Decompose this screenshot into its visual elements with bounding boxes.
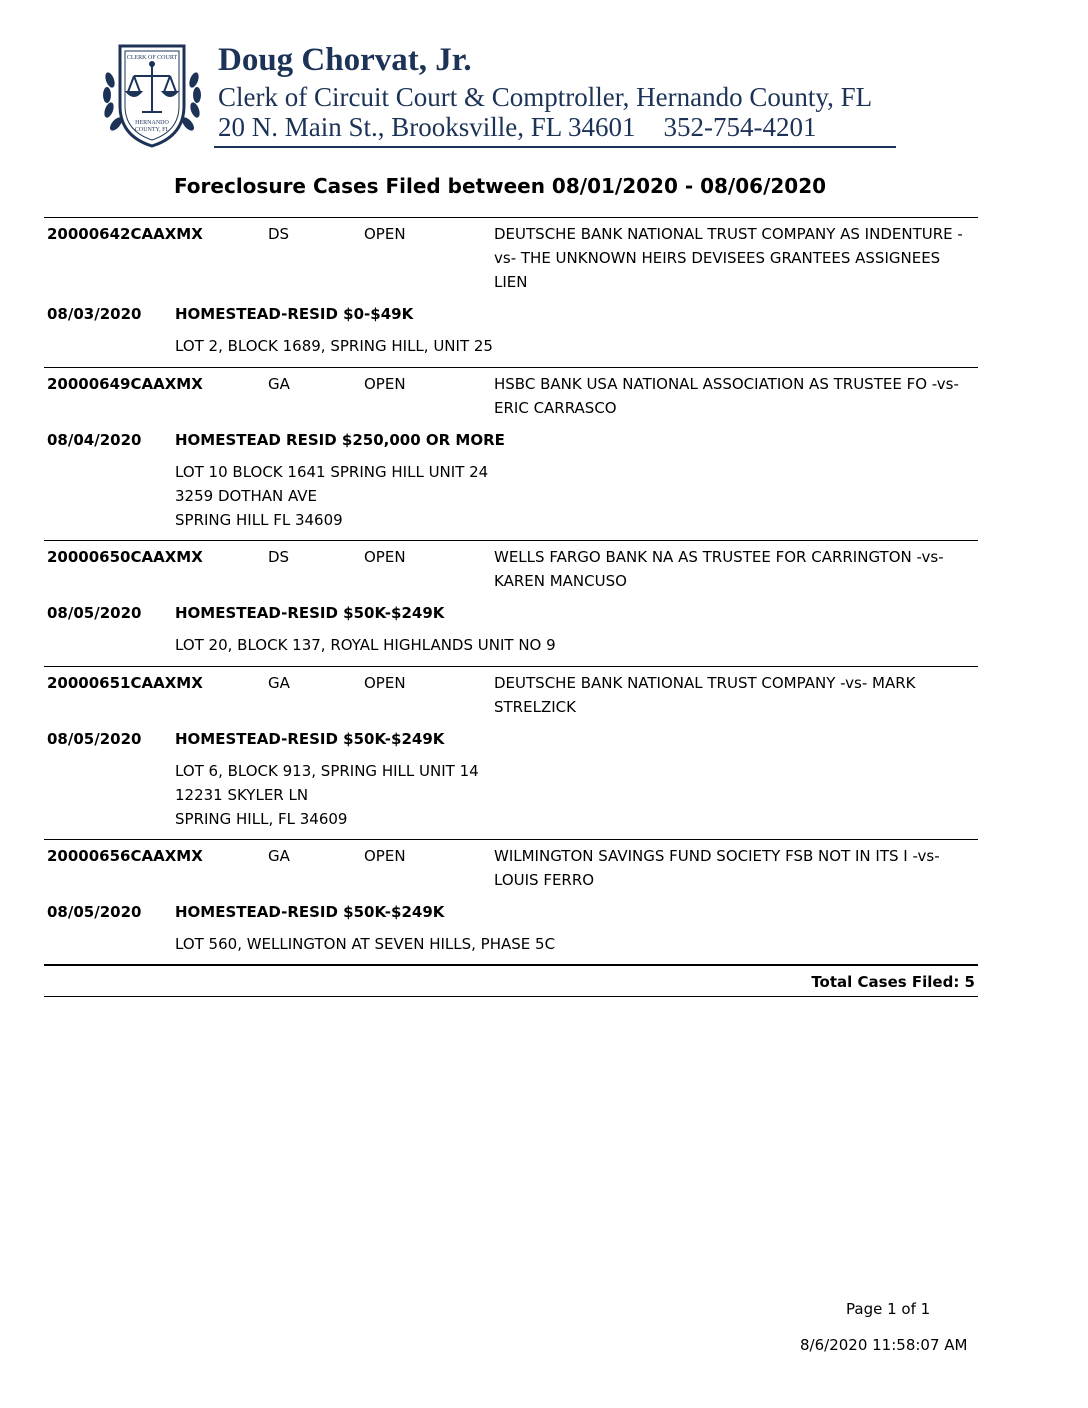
totals-divider-bottom: [44, 996, 978, 997]
case-parties: HSBC BANK USA NATIONAL ASSOCIATION AS TRUSTEE FO -vs- ERIC CARRASCO: [494, 375, 959, 417]
case-number: 20000651CAAXMX: [47, 674, 203, 692]
case-type: HOMESTEAD-RESID $50K-$249K: [175, 903, 445, 921]
clerk-phone: 352-754-4201: [663, 112, 817, 142]
case-parties: WELLS FARGO BANK NA AS TRUSTEE FOR CARRINGTON -vs- KAREN MANCUSO: [494, 548, 944, 590]
svg-text:HERNANDO: HERNANDO: [135, 120, 169, 126]
case-judge: DS: [268, 225, 290, 243]
svg-text:CLERK OF COURT: CLERK OF COURT: [126, 55, 178, 61]
case-number: 20000656CAAXMX: [47, 847, 203, 865]
case-judge: GA: [268, 375, 290, 393]
case-divider: [44, 540, 978, 541]
case-divider: [44, 666, 978, 667]
case-legal-description: LOT 20, BLOCK 137, ROYAL HIGHLANDS UNIT NO 9: [175, 636, 556, 654]
case-divider: [44, 217, 978, 218]
page-number: Page 1 of 1: [846, 1300, 931, 1318]
total-cases-filed: Total Cases Filed: 5: [811, 973, 975, 991]
case-number: 20000642CAAXMX: [47, 225, 203, 243]
printed-timestamp: 8/6/2020 11:58:07 AM: [800, 1336, 968, 1354]
case-status: OPEN: [364, 375, 406, 393]
case-parties: DEUTSCHE BANK NATIONAL TRUST COMPANY AS INDENTURE -vs- THE UNKNOWN HEIRS DEVISEES GRANTEES ASSIGNEES LIEN: [494, 225, 963, 291]
case-filed-date: 08/05/2020: [47, 604, 142, 622]
case-legal-description: LOT 560, WELLINGTON AT SEVEN HILLS, PHASE 5C: [175, 935, 556, 953]
case-parties: WILMINGTON SAVINGS FUND SOCIETY FSB NOT IN ITS I -vs- LOUIS FERRO: [494, 847, 940, 889]
case-divider: [44, 367, 978, 368]
case-legal-description: 3259 DOTHAN AVE: [175, 487, 318, 505]
case-type: HOMESTEAD-RESID $50K-$249K: [175, 730, 445, 748]
case-judge: GA: [268, 847, 290, 865]
case-filed-date: 08/05/2020: [47, 730, 142, 748]
case-number: 20000650CAAXMX: [47, 548, 203, 566]
report-title: Foreclosure Cases Filed between 08/01/2020 - 08/06/2020: [173, 174, 827, 198]
case-legal-description: LOT 2, BLOCK 1689, SPRING HILL, UNIT 25: [175, 337, 493, 355]
totals-divider-top: [44, 964, 978, 966]
case-legal-description: 12231 SKYLER LN: [175, 786, 309, 804]
clerk-office: Clerk of Circuit Court & Comptroller, Hernando County, FL: [218, 82, 873, 112]
clerk-address-line: [218, 112, 817, 143]
clerk-address: 20 N. Main St., Brooksville, FL 34601: [218, 112, 636, 142]
case-type: HOMESTEAD-RESID $50K-$249K: [175, 604, 445, 622]
clerk-name: Doug Chorvat, Jr.: [218, 42, 472, 78]
case-legal-description: SPRING HILL FL 34609: [175, 511, 343, 529]
clerk-seal-logo: [100, 40, 204, 148]
header-divider: [214, 146, 896, 148]
case-status: OPEN: [364, 225, 406, 243]
case-filed-date: 08/04/2020: [47, 431, 142, 449]
case-status: OPEN: [364, 847, 406, 865]
case-judge: GA: [268, 674, 290, 692]
svg-text:COUNTY, FL: COUNTY, FL: [134, 127, 170, 133]
case-number: 20000649CAAXMX: [47, 375, 203, 393]
case-status: OPEN: [364, 548, 406, 566]
case-legal-description: LOT 6, BLOCK 913, SPRING HILL UNIT 14: [175, 762, 479, 780]
case-filed-date: 08/03/2020: [47, 305, 142, 323]
case-filed-date: 08/05/2020: [47, 903, 142, 921]
case-status: OPEN: [364, 674, 406, 692]
case-judge: DS: [268, 548, 290, 566]
case-type: HOMESTEAD-RESID $0-$49K: [175, 305, 414, 323]
case-legal-description: SPRING HILL, FL 34609: [175, 810, 348, 828]
case-parties: DEUTSCHE BANK NATIONAL TRUST COMPANY -vs- MARK STRELZICK: [494, 674, 916, 716]
case-divider: [44, 839, 978, 840]
case-legal-description: LOT 10 BLOCK 1641 SPRING HILL UNIT 24: [175, 463, 489, 481]
case-type: HOMESTEAD RESID $250,000 OR MORE: [175, 431, 505, 449]
